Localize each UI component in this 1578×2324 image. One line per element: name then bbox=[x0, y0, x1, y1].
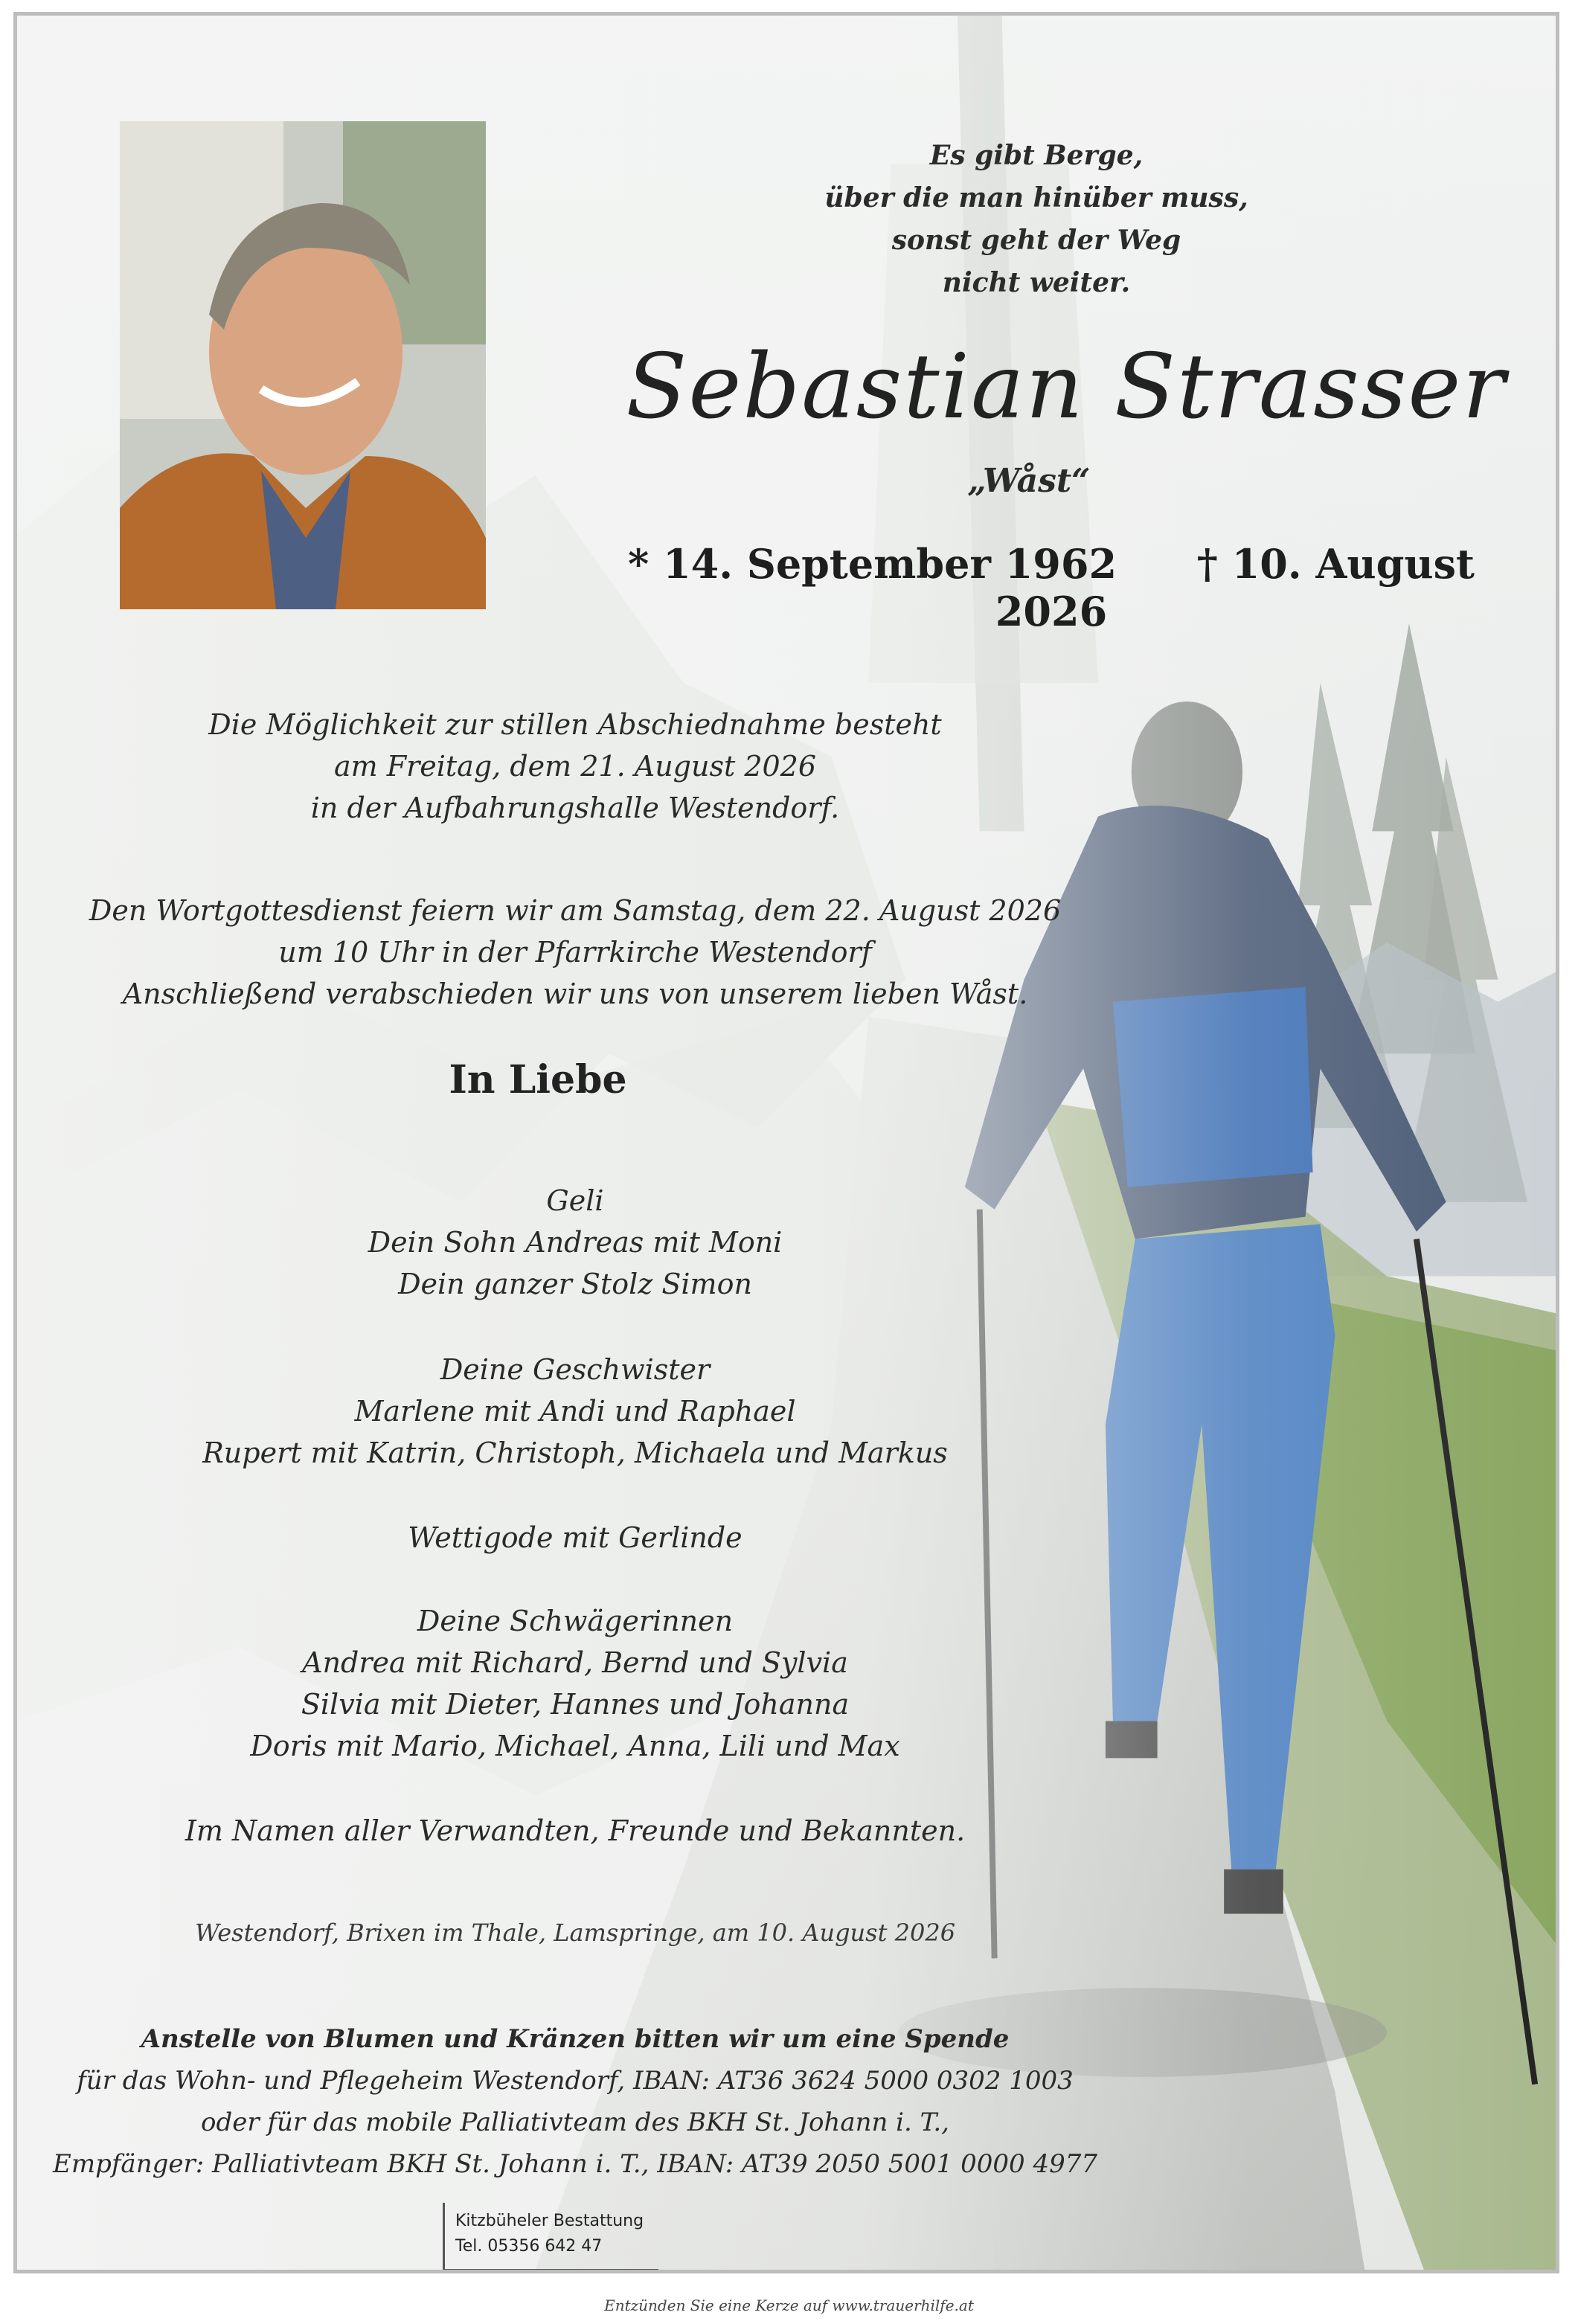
mourner-line: Rupert mit Katrin, Christoph, Michaela und Markus bbox=[202, 1437, 948, 1469]
portrait-image bbox=[120, 121, 486, 609]
donation-line: oder für das mobile Palliativteam des BKH St. Johann i. T., bbox=[201, 2108, 949, 2137]
service-info bbox=[77, 890, 1074, 1015]
footer-candle-link[interactable]: Entzünden Sie eine Kerze auf www.trauerhilfe.at bbox=[604, 2296, 974, 2314]
motto-verse bbox=[821, 135, 1252, 304]
nickname: „Wåst“ bbox=[967, 462, 1091, 500]
mourner-line: Dein ganzer Stolz Simon bbox=[398, 1268, 752, 1300]
mourners-group-1 bbox=[106, 1180, 1044, 1305]
donation-line: Empfänger: Palliativteam BKH St. Johann i. T., IBAN: AT39 2050 5001 0000 4977 bbox=[53, 2149, 1097, 2179]
motto-line: nicht weiter. bbox=[942, 267, 1131, 298]
in-love-heading: In Liebe bbox=[449, 1057, 627, 1102]
motto-line: Es gibt Berge, bbox=[929, 140, 1144, 171]
mourners-group-3 bbox=[106, 1517, 1044, 1559]
place-and-date: Westendorf, Brixen im Thale, Lamspringe, am 10. August 2026 bbox=[194, 1919, 956, 1947]
funeral-home-logo bbox=[443, 2203, 658, 2271]
mourner-line: Silvia mit Dieter, Hannes und Johanna bbox=[301, 1688, 850, 1721]
deceased-name: Sebastian Strasser bbox=[626, 336, 1507, 439]
mourner-line: Geli bbox=[546, 1184, 604, 1217]
mourners-group-2 bbox=[106, 1349, 1044, 1474]
portrait-photo bbox=[120, 121, 486, 609]
farewell-line: in der Aufbahrungshalle Westendorf. bbox=[310, 792, 840, 824]
service-line: Den Wortgottesdienst feiern wir am Samstag, dem 22. August 2026 bbox=[89, 894, 1062, 927]
mourners-group-4 bbox=[106, 1600, 1044, 1767]
mourner-line: Dein Sohn Andreas mit Moni bbox=[368, 1226, 783, 1259]
mourner-line: Marlene mit Andi und Raphael bbox=[354, 1395, 796, 1428]
farewell-line: am Freitag, dem 21. August 2026 bbox=[333, 750, 817, 783]
motto-line: sonst geht der Weg bbox=[891, 225, 1181, 256]
donation-heading: Anstelle von Blumen und Kränzen bitten wir um eine Spende bbox=[141, 2024, 1010, 2054]
funeral-home-name: Kitzbüheler Bestattung bbox=[455, 2212, 644, 2230]
mourner-line: Deine Geschwister bbox=[440, 1353, 711, 1386]
funeral-home-phone: Tel. 05356 642 47 bbox=[455, 2237, 603, 2256]
mourner-line: Doris mit Mario, Michael, Anna, Lili und Max bbox=[250, 1730, 900, 1762]
life-dates bbox=[612, 540, 1490, 635]
obituary-card bbox=[13, 12, 1559, 2273]
mourner-line: Im Namen aller Verwandten, Freunde und Bekannten. bbox=[185, 1814, 966, 1847]
donation-request bbox=[47, 2018, 1103, 2185]
service-line: um 10 Uhr in der Pfarrkirche Westendorf bbox=[278, 936, 872, 969]
birth-date: * 14. September 1962 bbox=[628, 540, 1117, 588]
service-line: Anschließend verabschieden wir uns von unserem lieben Wåst. bbox=[122, 978, 1028, 1010]
donation-line: für das Wohn- und Pflegeheim Westendorf, IBAN: AT36 3624 5000 0302 1003 bbox=[77, 2066, 1074, 2096]
mourner-line: Andrea mit Richard, Bernd und Sylvia bbox=[302, 1646, 848, 1679]
motto-line: über die man hinüber muss, bbox=[824, 182, 1248, 214]
farewell-line: Die Möglichkeit zur stillen Abschiednahme besteht bbox=[208, 708, 942, 741]
mourners-group-5 bbox=[106, 1810, 1044, 1852]
farewell-info bbox=[106, 704, 1044, 829]
death-date: † 10. August 2026 bbox=[995, 540, 1475, 635]
mourner-line: Deine Schwägerinnen bbox=[417, 1605, 734, 1637]
mourner-line: Wettigode mit Gerlinde bbox=[408, 1521, 743, 1554]
